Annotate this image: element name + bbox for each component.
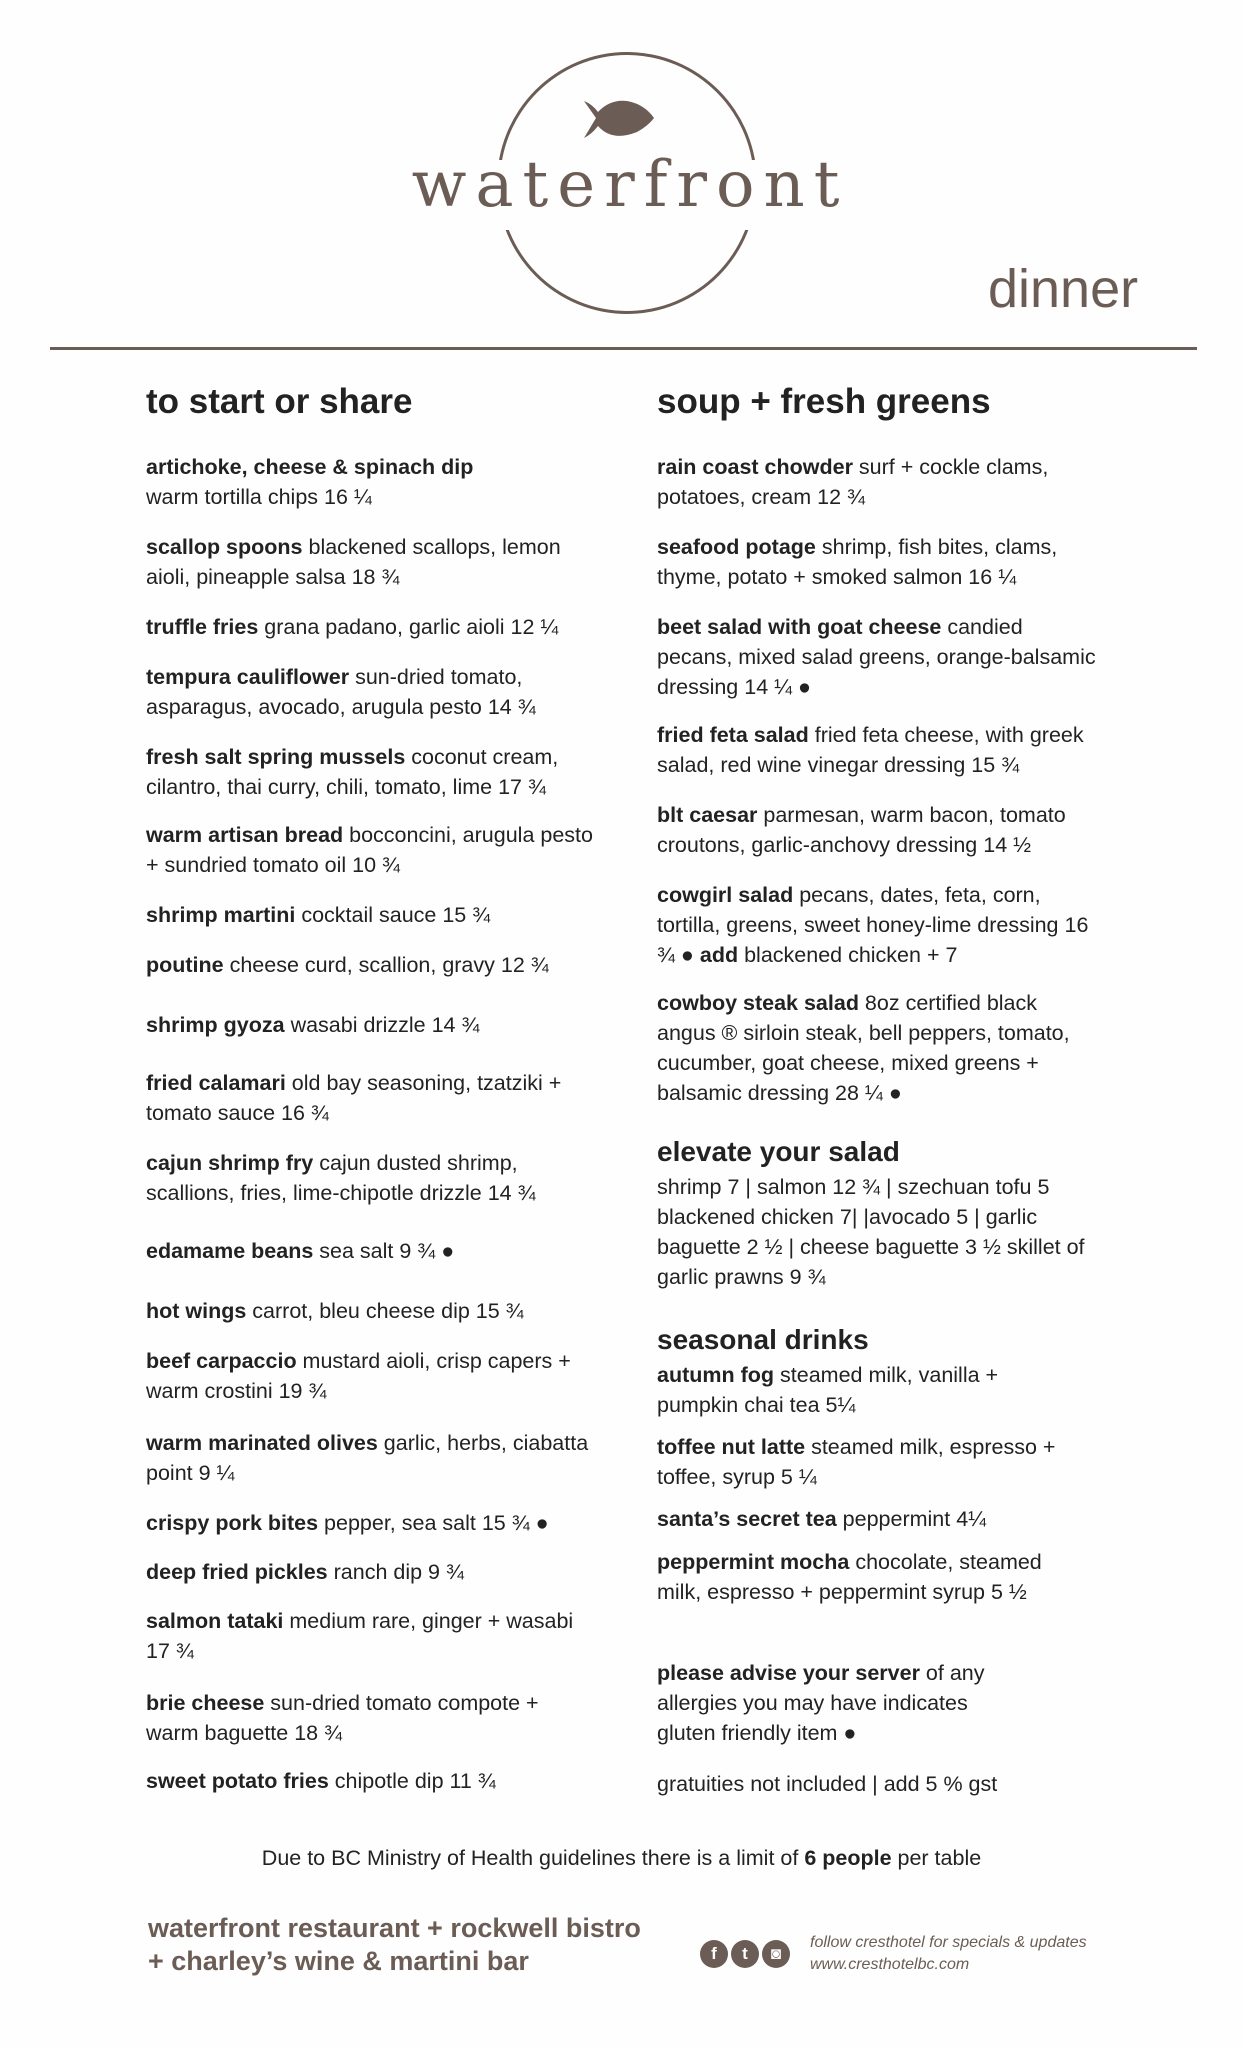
logo-text: waterfront — [411, 148, 849, 222]
item-name: shrimp gyoza — [146, 1013, 285, 1037]
item-description: garlic, herbs, ciabatta point 9 ¼ — [146, 1431, 589, 1485]
menu-item — [657, 452, 1097, 512]
menu-item — [146, 452, 596, 512]
fish-logo-icon — [582, 96, 662, 146]
menu-item — [146, 1766, 596, 1796]
item-description: shrimp, fish bites, clams, thyme, potato + smoked salmon 16 ¼ — [657, 535, 1058, 589]
gratuity-note: gratuities not included | add 5 % gst — [657, 1772, 998, 1796]
item-name: seafood potage — [657, 535, 816, 559]
menu-item — [657, 1504, 1077, 1534]
menu-item — [657, 880, 1097, 970]
item-description: pecans, dates, feta, corn, tortilla, greens, sweet honey-lime dressing 16 ¾ ● — [657, 883, 1089, 967]
menu-item — [146, 1236, 596, 1266]
item-description: grana padano, garlic aioli 12 ¼ — [258, 615, 559, 639]
menu-item — [146, 1557, 596, 1587]
item-description: fried feta cheese, with greek salad, red wine vinegar dressing 15 ¾ — [657, 723, 1084, 777]
item-name: artichoke, cheese & spinach dip — [146, 455, 474, 479]
item-description: 8oz certified black angus ® sirloin steak, bell peppers, tomato, cucumber, goat cheese, mixed greens + balsamic dressing 28 ¼ ● — [657, 991, 1070, 1105]
menu-item — [146, 1010, 596, 1040]
item-description: cajun dusted shrimp, scallions, fries, lime-chipotle drizzle 14 ¾ — [146, 1151, 536, 1205]
header-divider — [50, 347, 1197, 350]
menu-item — [146, 1296, 596, 1326]
menu-item — [146, 742, 596, 802]
menu-item — [146, 820, 596, 880]
item-name: warm artisan bread — [146, 823, 344, 847]
item-name: toffee nut latte — [657, 1435, 806, 1459]
item-description: surf + cockle clams, potatoes, cream 12 ¾ — [657, 455, 1049, 509]
follow-info — [810, 1932, 1087, 1976]
item-name: blt caesar — [657, 803, 758, 827]
twitter-icon[interactable]: t — [731, 1940, 759, 1968]
website-url[interactable]: www.cresthotelbc.com — [810, 1956, 970, 1973]
item-description: warm tortilla chips 16 ¼ — [146, 485, 372, 509]
item-description: steamed milk, vanilla + pumpkin chai tea 5¼ — [657, 1363, 999, 1417]
item-description: sea salt 9 ¾ ● — [313, 1239, 455, 1263]
menu-item — [657, 532, 1097, 592]
item-name: brie cheese — [146, 1691, 265, 1715]
menu-item — [146, 1068, 596, 1128]
item-name: peppermint mocha — [657, 1550, 850, 1574]
item-name: shrimp martini — [146, 903, 296, 927]
item-name: cowboy steak salad — [657, 991, 859, 1015]
item-name: cowgirl salad — [657, 883, 794, 907]
section-title-elevate: elevate your salad — [657, 1136, 900, 1167]
section-title-drinks: seasonal drinks — [657, 1324, 869, 1355]
menu-item — [657, 612, 1097, 702]
item-name: hot wings — [146, 1299, 247, 1323]
item-name: fresh salt spring mussels — [146, 745, 406, 769]
item-name: rain coast chowder — [657, 455, 853, 479]
item-description: carrot, bleu cheese dip 15 ¾ — [246, 1299, 524, 1323]
item-description: wasabi drizzle 14 ¾ — [284, 1013, 480, 1037]
item-description: parmesan, warm bacon, tomato croutons, garlic-anchovy dressing 14 ½ — [657, 803, 1066, 857]
item-name: sweet potato fries — [146, 1769, 329, 1793]
menu-item — [146, 1148, 596, 1208]
footer-venues — [148, 1912, 641, 1978]
item-addon-label: add — [699, 943, 739, 967]
item-description: bocconcini, arugula pesto + sundried tomato oil 10 ¾ — [146, 823, 593, 877]
allergy-note-bold: please advise your server — [657, 1661, 920, 1685]
menu-item — [146, 1346, 596, 1406]
menu-item — [146, 1428, 596, 1488]
item-name: fried feta salad — [657, 723, 809, 747]
health-notice — [0, 1846, 1243, 1871]
item-description: chipotle dip 11 ¾ — [328, 1769, 496, 1793]
section-title-starters: to start or share — [146, 382, 413, 421]
item-name: deep fried pickles — [146, 1560, 328, 1584]
allergy-note — [657, 1658, 1017, 1748]
follow-text: follow cresthotel for specials & updates — [810, 1934, 1087, 1951]
menu-item — [146, 950, 596, 980]
menu-item — [657, 988, 1097, 1108]
facebook-icon[interactable]: f — [700, 1940, 728, 1968]
item-name: fried calamari — [146, 1071, 286, 1095]
item-description: steamed milk, espresso + toffee, syrup 5 ¼ — [657, 1435, 1056, 1489]
item-description: peppermint 4¼ — [836, 1507, 987, 1531]
menu-item — [657, 1432, 1077, 1492]
footer-line-2: + charley’s wine & martini bar — [148, 1946, 529, 1976]
item-name: poutine — [146, 953, 224, 977]
item-description: chocolate, steamed milk, espresso + peppermint syrup 5 ½ — [657, 1550, 1042, 1604]
menu-item — [657, 800, 1097, 860]
item-description: cheese curd, scallion, gravy 12 ¾ — [223, 953, 549, 977]
menu-title: dinner — [988, 259, 1139, 319]
footer-line-1: waterfront restaurant + rockwell bistro — [148, 1913, 641, 1943]
allergy-note-text: of any allergies you may have indicates gluten friendly item ● — [657, 1661, 985, 1745]
menu-item — [146, 662, 596, 722]
elevate-options: shrimp 7 | salmon 12 ¾ | szechuan tofu 5 blackened chicken 7| |avocado 5 | garlic baguette 2 ½ | cheese baguette 3 ½ skillet of garlic prawns 9 ¾ — [657, 1175, 1085, 1289]
menu-item — [146, 1688, 596, 1748]
item-description: sun-dried tomato compote + warm baguette 18 ¾ — [146, 1691, 539, 1745]
menu-item — [146, 900, 596, 930]
menu-item — [657, 720, 1097, 780]
item-name: salmon tataki — [146, 1609, 284, 1633]
item-name: warm marinated olives — [146, 1431, 378, 1455]
menu-item — [657, 1547, 1077, 1607]
menu-item — [146, 532, 596, 592]
item-description: mustard aioli, crisp capers + warm crostini 19 ¾ — [146, 1349, 571, 1403]
item-name: truffle fries — [146, 615, 259, 639]
item-description: cocktail sauce 15 ¾ — [295, 903, 491, 927]
item-name: santa’s secret tea — [657, 1507, 837, 1531]
item-name: beet salad with goat cheese — [657, 615, 942, 639]
menu-item — [146, 612, 596, 642]
notice-text: Due to BC Ministry of Health guidelines there is a limit of — [261, 1846, 805, 1870]
item-description: sun-dried tomato, asparagus, avocado, arugula pesto 14 ¾ — [146, 665, 536, 719]
item-name: scallop spoons — [146, 535, 303, 559]
item-description: pepper, sea salt 15 ¾ ● — [318, 1511, 549, 1535]
menu-item — [146, 1606, 596, 1666]
item-name: tempura cauliflower — [146, 665, 350, 689]
item-description: ranch dip 9 ¾ — [327, 1560, 464, 1584]
item-description: medium rare, ginger + wasabi 17 ¾ — [146, 1609, 574, 1663]
item-name: cajun shrimp fry — [146, 1151, 314, 1175]
menu-item — [146, 1508, 596, 1538]
item-description: coconut cream, cilantro, thai curry, chili, tomato, lime 17 ¾ — [146, 745, 559, 799]
item-addon: blackened chicken + 7 — [738, 943, 958, 967]
item-description: candied pecans, mixed salad greens, orange-balsamic dressing 14 ¼ ● — [657, 615, 1096, 699]
item-name: edamame beans — [146, 1239, 314, 1263]
item-name: crispy pork bites — [146, 1511, 319, 1535]
section-title-soup-greens: soup + fresh greens — [657, 382, 991, 421]
item-description: old bay seasoning, tzatziki + tomato sauce 16 ¾ — [146, 1071, 562, 1125]
item-name: beef carpaccio — [146, 1349, 297, 1373]
menu-item — [657, 1360, 1077, 1420]
social-icons — [700, 1940, 790, 1968]
item-name: autumn fog — [657, 1363, 775, 1387]
instagram-icon[interactable]: ◙ — [762, 1940, 790, 1968]
item-description: blackened scallops, lemon aioli, pineapple salsa 18 ¾ — [146, 535, 561, 589]
notice-bold: 6 people — [804, 1846, 892, 1870]
notice-text-end: per table — [891, 1846, 982, 1870]
